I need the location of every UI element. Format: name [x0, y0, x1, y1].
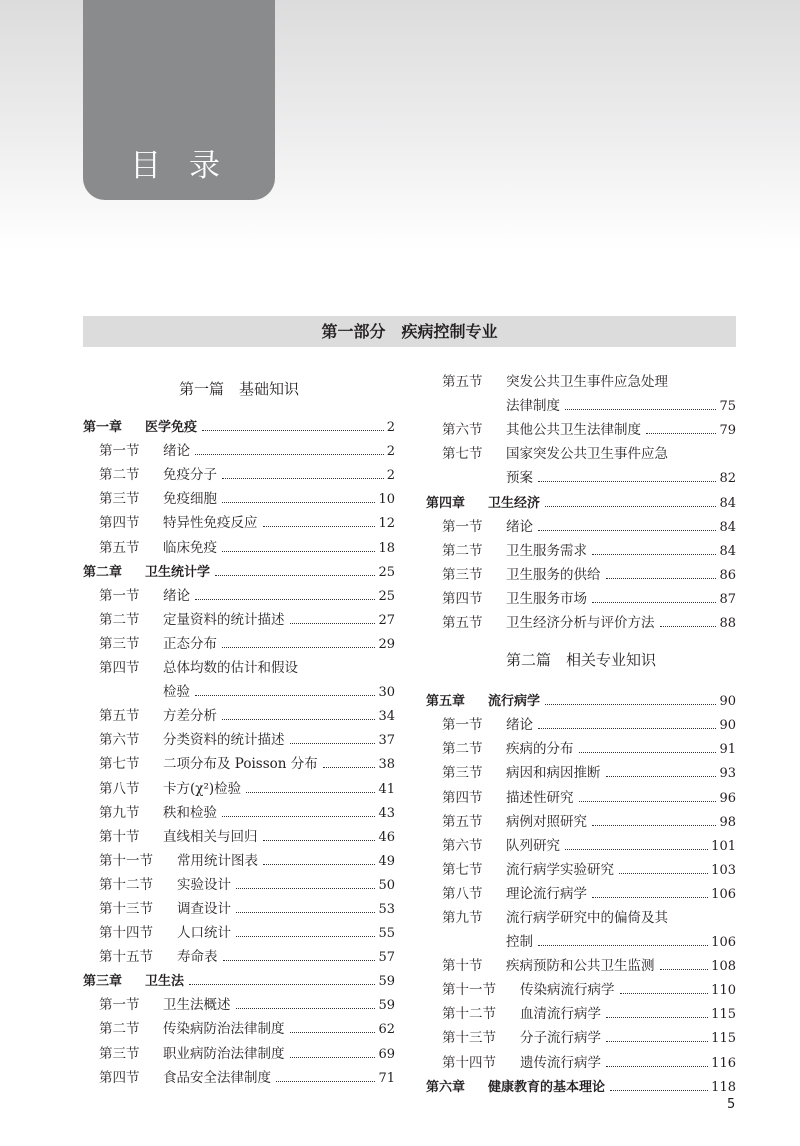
dot-leader — [545, 704, 716, 705]
dot-leader — [263, 526, 376, 527]
entry-number: 第五章 — [426, 694, 466, 710]
toc-column-left — [83, 368, 395, 1088]
dot-leader — [246, 792, 375, 793]
entry-page-number: 59 — [378, 998, 395, 1014]
entry-title: 职业病防治法律制度 — [163, 1045, 285, 1062]
entry-number: 第三节 — [99, 491, 140, 508]
dot-leader — [538, 481, 716, 482]
entry-page-number: 34 — [378, 709, 395, 725]
toc-section-entry[interactable] — [426, 711, 736, 735]
entry-page-number: 101 — [711, 838, 736, 854]
entry-number: 第五节 — [442, 813, 483, 830]
entry-number: 第六章 — [426, 1079, 466, 1095]
toc-section-entry[interactable] — [426, 880, 736, 904]
entry-title: 流行病学实验研究 — [506, 861, 614, 878]
toc-section-entry[interactable] — [83, 823, 395, 847]
toc-section-entry[interactable] — [83, 509, 395, 533]
entry-number: 第十五节 — [99, 949, 153, 966]
dot-leader — [592, 825, 716, 826]
dot-leader — [592, 897, 708, 898]
dot-leader — [660, 626, 717, 627]
toc-section-entry[interactable] — [426, 1000, 736, 1024]
entry-title: 检验 — [163, 684, 190, 701]
entry-page-number: 88 — [719, 616, 736, 632]
toc-section-entry[interactable] — [83, 943, 395, 967]
entry-page-number: 84 — [719, 543, 736, 559]
toc-section-entry[interactable] — [83, 1064, 395, 1088]
entry-page-number: 69 — [378, 1046, 395, 1062]
entry-number: 第三节 — [442, 765, 483, 782]
toc-section-entry[interactable] — [426, 904, 736, 928]
entry-number: 第四节 — [442, 789, 483, 806]
dot-leader — [620, 993, 709, 994]
dot-leader — [276, 1081, 375, 1082]
entry-page-number: 79 — [719, 423, 736, 439]
entry-page-number: 2 — [386, 468, 395, 484]
dot-leader — [290, 743, 376, 744]
entry-page-number: 98 — [719, 814, 736, 830]
entry-title: 绪论 — [506, 518, 533, 535]
entry-page-number: 115 — [711, 1007, 736, 1023]
dot-leader — [236, 936, 375, 937]
toc-section-entry[interactable] — [426, 561, 736, 585]
toc-section-entry[interactable] — [426, 537, 736, 561]
toc-section-entry[interactable] — [83, 437, 395, 461]
dot-leader — [545, 506, 716, 507]
entry-page-number: 82 — [719, 471, 736, 487]
entry-number: 第十二节 — [442, 1006, 496, 1023]
toc-section-entry[interactable] — [83, 702, 395, 726]
entry-title: 免疫细胞 — [163, 491, 217, 508]
dot-leader — [189, 984, 375, 985]
entry-page-number: 106 — [711, 886, 736, 902]
toc-section-entry[interactable] — [426, 416, 736, 440]
entry-page-number: 90 — [719, 718, 736, 734]
entry-title: 病例对照研究 — [506, 813, 587, 830]
toc-list — [426, 687, 736, 1097]
entry-title: 分类资料的统计描述 — [163, 732, 285, 749]
entry-number: 第六节 — [442, 837, 483, 854]
entry-title: 突发公共卫生事件应急处理 — [506, 374, 668, 391]
entry-title: 疾病的分布 — [506, 741, 574, 758]
entry-number: 第二节 — [99, 1021, 140, 1038]
entry-title: 总体均数的估计和假设 — [163, 660, 298, 677]
dot-leader — [606, 776, 717, 777]
toc-section-entry[interactable] — [83, 1015, 395, 1039]
entry-title: 绪论 — [163, 443, 190, 460]
entry-number: 第十三节 — [442, 1030, 496, 1047]
dot-leader — [290, 1032, 376, 1033]
toc-section-entry[interactable] — [426, 952, 736, 976]
entry-title: 人口统计 — [177, 925, 231, 942]
entry-page-number: 118 — [711, 1079, 736, 1095]
toc-section-entry[interactable] — [83, 726, 395, 750]
entry-number: 第十节 — [442, 958, 483, 975]
entry-page-number: 106 — [711, 935, 736, 951]
entry-title: 定量资料的统计描述 — [163, 611, 285, 628]
entry-title: 卫生经济分析与评价方法 — [506, 615, 655, 632]
dot-leader — [222, 502, 375, 503]
entry-page-number: 43 — [378, 805, 395, 821]
entry-title: 理论流行病学 — [506, 885, 587, 902]
entry-page-number: 25 — [378, 564, 395, 580]
toc-section-entry[interactable] — [83, 799, 395, 823]
toc-section-entry[interactable] — [83, 654, 395, 678]
entry-title: 调查设计 — [177, 900, 231, 917]
entry-title: 预案 — [506, 470, 533, 487]
toc-section-entry[interactable] — [426, 783, 736, 807]
dot-leader — [222, 816, 375, 817]
dot-leader — [222, 551, 375, 552]
toc-section-entry[interactable] — [426, 609, 736, 633]
entry-title: 流行病学 — [488, 694, 541, 710]
entry-title: 法律制度 — [506, 398, 560, 415]
dot-leader — [236, 912, 375, 913]
toc-section-entry[interactable] — [426, 928, 736, 952]
page-title: 目录 — [130, 148, 248, 184]
entry-title: 健康教育的基本理论 — [488, 1079, 606, 1095]
entry-page-number: 46 — [378, 829, 395, 845]
entry-number: 第四节 — [99, 1069, 140, 1086]
entry-number: 第十节 — [99, 828, 140, 845]
page-number: 5 — [727, 1097, 736, 1112]
dot-leader — [660, 969, 709, 970]
entry-title: 二项分布及 Poisson 分布 — [163, 756, 318, 773]
entry-title: 绪论 — [506, 717, 533, 734]
toc-section-entry[interactable] — [426, 1024, 736, 1048]
entry-number: 第九节 — [442, 909, 483, 926]
toc-section-entry[interactable] — [83, 606, 395, 630]
entry-title: 食品安全法律制度 — [163, 1069, 271, 1086]
dot-leader — [195, 599, 375, 600]
toc-chapter-entry[interactable] — [83, 413, 395, 437]
toc-section-entry[interactable] — [83, 533, 395, 557]
toc-chapter-entry[interactable] — [426, 1073, 736, 1097]
toc-section-entry[interactable] — [83, 774, 395, 798]
entry-title: 常用统计图表 — [177, 852, 258, 869]
entry-title: 传染病防治法律制度 — [163, 1021, 285, 1038]
dot-leader — [606, 1017, 708, 1018]
toc-section-entry[interactable] — [426, 808, 736, 832]
entry-title: 免疫分子 — [163, 467, 217, 484]
dot-leader — [236, 888, 375, 889]
dot-leader — [290, 1057, 376, 1058]
toc-section-entry[interactable] — [83, 871, 395, 895]
dot-leader — [579, 752, 717, 753]
entry-page-number: 25 — [378, 588, 395, 604]
entry-title: 临床免疫 — [163, 539, 217, 556]
entry-number: 第十四节 — [99, 925, 153, 942]
entry-page-number: 18 — [378, 540, 395, 556]
entry-title: 卫生法概述 — [163, 997, 231, 1014]
entry-title: 医学免疫 — [145, 420, 198, 436]
dot-leader — [215, 575, 375, 576]
entry-title: 流行病学研究中的偏倚及其 — [506, 909, 668, 926]
dot-leader — [223, 960, 376, 961]
entry-page-number: 49 — [378, 853, 395, 869]
entry-number: 第九节 — [99, 804, 140, 821]
dot-leader — [263, 840, 376, 841]
entry-title: 方差分析 — [163, 708, 217, 725]
entry-page-number: 86 — [719, 567, 736, 583]
entry-number: 第五节 — [442, 615, 483, 632]
entry-title: 特异性免疫反应 — [163, 515, 258, 532]
dot-leader — [222, 478, 384, 479]
entry-page-number: 50 — [378, 877, 395, 893]
pian-title: 第一篇 基础知识 — [178, 380, 299, 398]
toc-section-entry[interactable] — [426, 832, 736, 856]
toc-column-right — [426, 368, 736, 1097]
entry-page-number: 75 — [719, 399, 736, 415]
dot-leader — [565, 849, 708, 850]
entry-number: 第七节 — [99, 756, 140, 773]
toc-section-entry[interactable] — [426, 1048, 736, 1072]
toc-section-entry[interactable] — [426, 464, 736, 488]
toc-section-entry[interactable] — [426, 735, 736, 759]
entry-page-number: 93 — [719, 766, 736, 782]
dot-leader — [222, 647, 375, 648]
entry-page-number: 55 — [378, 926, 395, 942]
toc-section-entry[interactable] — [426, 392, 736, 416]
entry-page-number: 10 — [378, 492, 395, 508]
entry-title: 卫生法 — [145, 974, 185, 990]
entry-page-number: 71 — [378, 1070, 395, 1086]
toc-section-entry[interactable] — [83, 582, 395, 606]
entry-title: 控制 — [506, 934, 533, 951]
toc-section-entry[interactable] — [83, 678, 395, 702]
toc-chapter-entry[interactable] — [83, 558, 395, 582]
part-banner: 第一部分 疾病控制专业 — [83, 316, 736, 347]
dot-leader — [606, 1066, 708, 1067]
toc-chapter-entry[interactable] — [426, 488, 736, 512]
entry-number: 第一节 — [99, 997, 140, 1014]
entry-number: 第二章 — [83, 564, 123, 580]
entry-title: 疾病预防和公共卫生监测 — [506, 958, 655, 975]
toc-section-entry[interactable] — [426, 976, 736, 1000]
entry-number: 第四节 — [99, 660, 140, 677]
entry-number: 第六节 — [99, 732, 140, 749]
entry-number: 第十三节 — [99, 900, 153, 917]
toc-section-entry[interactable] — [83, 750, 395, 774]
dot-leader — [538, 530, 716, 531]
toc-section-entry[interactable] — [426, 368, 736, 392]
entry-number: 第四章 — [426, 495, 466, 511]
toc-section-entry[interactable] — [83, 991, 395, 1015]
toc-section-entry[interactable] — [83, 630, 395, 654]
entry-title: 正态分布 — [163, 635, 217, 652]
entry-title: 描述性研究 — [506, 789, 574, 806]
entry-title: 实验设计 — [177, 876, 231, 893]
entry-title: 寿命表 — [177, 949, 218, 966]
entry-number: 第四节 — [99, 515, 140, 532]
entry-title: 国家突发公共卫生事件应急 — [506, 446, 668, 463]
toc-list — [83, 413, 395, 1088]
entry-page-number: 62 — [378, 1022, 395, 1038]
dot-leader — [606, 578, 717, 579]
entry-title: 卫生服务市场 — [506, 590, 587, 607]
entry-page-number: 53 — [378, 901, 395, 917]
entry-page-number: 116 — [711, 1055, 736, 1071]
entry-page-number: 115 — [711, 1031, 736, 1047]
dot-leader — [195, 695, 375, 696]
entry-page-number: 41 — [378, 781, 395, 797]
entry-page-number: 96 — [719, 790, 736, 806]
entry-number: 第四节 — [442, 590, 483, 607]
entry-page-number: 2 — [386, 420, 395, 436]
entry-number: 第五节 — [442, 374, 483, 391]
entry-number: 第十一节 — [442, 982, 496, 999]
dot-leader — [222, 719, 375, 720]
dot-leader — [619, 873, 708, 874]
entry-page-number: 12 — [378, 516, 395, 532]
entry-number: 第三节 — [99, 635, 140, 652]
toc-chapter-entry[interactable] — [426, 687, 736, 711]
entry-number: 第七节 — [442, 861, 483, 878]
dot-leader — [195, 454, 384, 455]
entry-title: 绪论 — [163, 587, 190, 604]
toc-section-entry[interactable] — [426, 759, 736, 783]
entry-title: 卫生服务的供给 — [506, 566, 601, 583]
dot-leader — [236, 1008, 376, 1009]
entry-number: 第八节 — [442, 885, 483, 902]
entry-number: 第一节 — [99, 443, 140, 460]
entry-page-number: 29 — [378, 636, 395, 652]
entry-page-number: 84 — [719, 495, 736, 511]
entry-number: 第一节 — [442, 717, 483, 734]
entry-title: 卡方(χ²)检验 — [163, 780, 242, 797]
pian-title: 第二篇 相关专业知识 — [505, 651, 656, 670]
entry-page-number: 110 — [711, 983, 736, 999]
entry-page-number: 84 — [719, 519, 736, 535]
entry-page-number: 37 — [378, 733, 395, 749]
entry-number: 第二节 — [99, 611, 140, 628]
dot-leader — [290, 623, 376, 624]
toc-section-entry[interactable] — [426, 585, 736, 609]
toc-section-entry[interactable] — [426, 856, 736, 880]
toc-section-entry[interactable] — [83, 919, 395, 943]
entry-number: 第六节 — [442, 422, 483, 439]
dot-leader — [565, 409, 716, 410]
entry-page-number: 108 — [711, 959, 736, 975]
dot-leader — [323, 767, 376, 768]
dot-leader — [202, 430, 384, 431]
entry-number: 第二节 — [442, 542, 483, 559]
entry-number: 第三节 — [442, 566, 483, 583]
entry-number: 第七节 — [442, 446, 483, 463]
entry-number: 第十四节 — [442, 1054, 496, 1071]
toc-section-entry[interactable] — [83, 1039, 395, 1063]
dot-leader — [646, 433, 716, 434]
entry-page-number: 103 — [711, 862, 736, 878]
toc-section-entry[interactable] — [83, 895, 395, 919]
dot-leader — [592, 602, 716, 603]
entry-title: 队列研究 — [506, 837, 560, 854]
entry-page-number: 87 — [719, 591, 736, 607]
entry-title: 其他公共卫生法律制度 — [506, 422, 641, 439]
entry-number: 第三节 — [99, 1045, 140, 1062]
entry-page-number: 27 — [378, 612, 395, 628]
entry-title: 传染病流行病学 — [520, 982, 615, 999]
entry-number: 第一节 — [442, 518, 483, 535]
toc-list — [426, 368, 736, 633]
entry-number: 第五节 — [99, 708, 140, 725]
entry-page-number: 90 — [719, 694, 736, 710]
entry-number: 第十二节 — [99, 876, 153, 893]
entry-page-number: 38 — [378, 757, 395, 773]
entry-number: 第二节 — [442, 741, 483, 758]
entry-title: 直线相关与回归 — [163, 828, 258, 845]
entry-title: 遗传流行病学 — [520, 1054, 601, 1071]
entry-title: 分子流行病学 — [520, 1030, 601, 1047]
entry-page-number: 91 — [719, 742, 736, 758]
entry-number: 第一节 — [99, 587, 140, 604]
toc-section-entry[interactable] — [426, 440, 736, 464]
toc-chapter-entry[interactable] — [83, 967, 395, 991]
dot-leader — [538, 945, 708, 946]
toc-section-entry[interactable] — [426, 513, 736, 537]
entry-page-number: 57 — [378, 950, 395, 966]
entry-number: 第二节 — [99, 467, 140, 484]
entry-number: 第十一节 — [99, 852, 153, 869]
entry-title: 病因和病因推断 — [506, 765, 601, 782]
entry-number: 第三章 — [83, 974, 123, 990]
entry-number: 第五节 — [99, 539, 140, 556]
dot-leader — [263, 864, 375, 865]
toc-section-entry[interactable] — [83, 461, 395, 485]
dot-leader — [579, 801, 717, 802]
entry-title: 秩和检验 — [163, 804, 217, 821]
entry-title: 卫生服务需求 — [506, 542, 587, 559]
entry-title: 血清流行病学 — [520, 1006, 601, 1023]
entry-title: 卫生经济 — [488, 495, 541, 511]
entry-page-number: 59 — [378, 974, 395, 990]
entry-number: 第八节 — [99, 780, 140, 797]
toc-section-entry[interactable] — [83, 847, 395, 871]
entry-page-number: 2 — [386, 444, 395, 460]
dot-leader — [610, 1090, 708, 1091]
dot-leader — [592, 554, 716, 555]
entry-number: 第一章 — [83, 420, 123, 436]
entry-title: 卫生统计学 — [145, 564, 211, 580]
entry-page-number: 30 — [378, 685, 395, 701]
dot-leader — [538, 728, 716, 729]
dot-leader — [606, 1041, 708, 1042]
toc-section-entry[interactable] — [83, 485, 395, 509]
